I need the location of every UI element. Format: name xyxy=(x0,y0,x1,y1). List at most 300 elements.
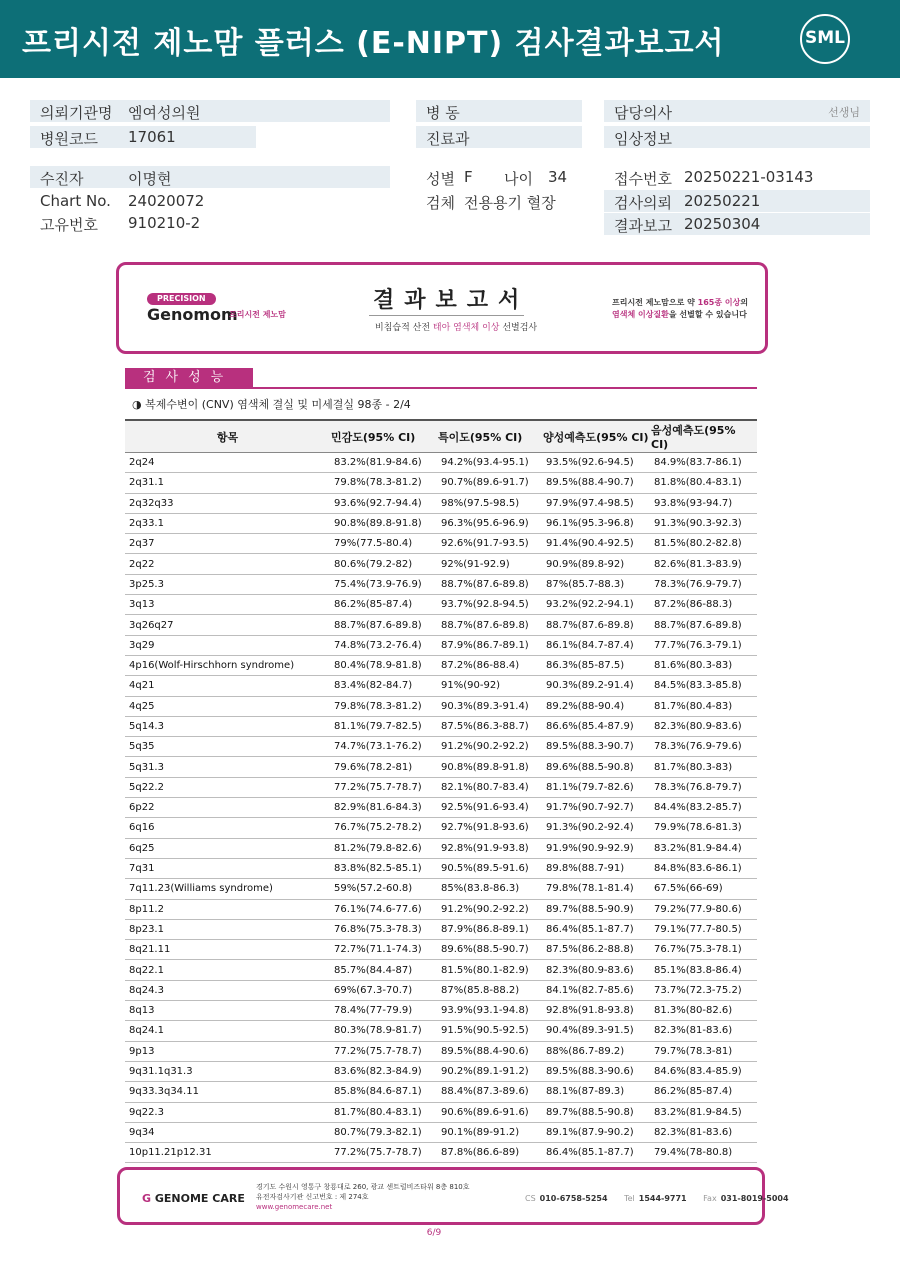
cs-label: CS xyxy=(525,1194,536,1203)
table-cell-value: 72.7%(71.1-74.3) xyxy=(330,940,437,960)
table-cell-value: 89.1%(87.9-90.2) xyxy=(542,1122,650,1142)
patient-label: 수진자 xyxy=(40,170,84,188)
table-cell-item: 9q33.3q34.11 xyxy=(125,1082,330,1102)
table-cell-value: 84.1%(82.7-85.6) xyxy=(542,980,650,1000)
age-value: 34 xyxy=(548,168,568,186)
table-cell-value: 77.2%(75.7-78.7) xyxy=(330,777,437,797)
table-cell-value: 88.7%(87.6-89.8) xyxy=(437,574,542,594)
table-cell-item: 8p11.2 xyxy=(125,899,330,919)
table-cell-value: 79.4%(78-80.8) xyxy=(650,1143,757,1163)
table-cell-value: 79.8%(78.3-81.2) xyxy=(330,473,437,493)
table-row xyxy=(125,473,757,493)
table-row xyxy=(125,595,757,615)
table-cell-item: 2q24 xyxy=(125,453,330,473)
table-cell-value: 80.3%(78.9-81.7) xyxy=(330,1021,437,1041)
table-cell-value: 93.5%(92.6-94.5) xyxy=(542,453,650,473)
table-cell-value: 91%(90-92) xyxy=(437,676,542,696)
table-cell-item: 8p23.1 xyxy=(125,919,330,939)
table-cell-value: 91.9%(90.9-92.9) xyxy=(542,838,650,858)
table-cell-value: 90.8%(89.8-91.8) xyxy=(437,757,542,777)
table-row xyxy=(125,1001,757,1021)
table-row xyxy=(125,858,757,878)
table-row xyxy=(125,757,757,777)
table-cell-value: 74.7%(73.1-76.2) xyxy=(330,737,437,757)
footer-address xyxy=(256,1182,470,1212)
chart-no-value: 24020072 xyxy=(128,192,205,210)
page-number: 6/9 xyxy=(426,1228,442,1238)
table-cell-value: 86.2%(85-87.4) xyxy=(330,595,437,615)
fax-value: 031-8019-5004 xyxy=(720,1194,789,1203)
table-cell-value: 89.6%(88.5-90.7) xyxy=(437,940,542,960)
table-row xyxy=(125,980,757,1000)
unique-no-label: 고유번호 xyxy=(40,216,98,234)
table-cell-item: 3q13 xyxy=(125,595,330,615)
receipt-no-field xyxy=(604,166,870,188)
table-cell-value: 88.1%(87-89.3) xyxy=(542,1082,650,1102)
table-cell-value: 87.5%(86.3-88.7) xyxy=(437,716,542,736)
table-row xyxy=(125,574,757,594)
table-cell-value: 91.7%(90.7-92.7) xyxy=(542,798,650,818)
request-date-field xyxy=(604,190,870,212)
table-cell-value: 67.5%(66-69) xyxy=(650,879,757,899)
table-cell-value: 83.6%(82.3-84.9) xyxy=(330,1061,437,1081)
specimen-label: 검체 xyxy=(426,194,455,212)
table-cell-item: 6q16 xyxy=(125,818,330,838)
table-cell-value: 85.1%(83.8-86.4) xyxy=(650,960,757,980)
table-cell-value: 77.2%(75.7-78.7) xyxy=(330,1041,437,1061)
table-cell-value: 92.7%(91.8-93.6) xyxy=(437,818,542,838)
table-cell-value: 93.8%(93-94.7) xyxy=(650,493,757,513)
table-cell-item: 2q22 xyxy=(125,554,330,574)
table-cell-value: 84.9%(83.7-86.1) xyxy=(650,453,757,473)
table-cell-value: 89.5%(88.3-90.7) xyxy=(542,737,650,757)
table-cell-value: 90.5%(89.5-91.6) xyxy=(437,858,542,878)
table-cell-item: 8q13 xyxy=(125,1001,330,1021)
brand-pill: PRECISION xyxy=(147,293,216,305)
table-cell-value: 88.4%(87.3-89.6) xyxy=(437,1082,542,1102)
table-cell-value: 73.7%(72.3-75.2) xyxy=(650,980,757,1000)
ward-label: 병 동 xyxy=(426,104,460,122)
table-cell-value: 79%(77.5-80.4) xyxy=(330,534,437,554)
table-cell-value: 81.1%(79.7-82.6) xyxy=(542,777,650,797)
table-cell-value: 91.2%(90.2-92.2) xyxy=(437,899,542,919)
table-cell-value: 91.4%(90.4-92.5) xyxy=(542,534,650,554)
table-cell-item: 9q34 xyxy=(125,1122,330,1142)
report-date-value: 20250304 xyxy=(684,215,761,233)
table-cell-value: 83.4%(82-84.7) xyxy=(330,676,437,696)
table-cell-value: 91.5%(90.5-92.5) xyxy=(437,1021,542,1041)
table-cell-value: 76.7%(75.3-78.1) xyxy=(650,940,757,960)
table-cell-value: 81.7%(80.4-83) xyxy=(650,696,757,716)
patient-value: 이명현 xyxy=(128,170,172,188)
performance-table xyxy=(125,419,757,1163)
table-cell-value: 78.3%(76.9-79.6) xyxy=(650,737,757,757)
receipt-no-value: 20250221-03143 xyxy=(684,168,814,186)
cs-value: 010-6758-5254 xyxy=(539,1194,608,1203)
table-cell-value: 86.4%(85.1-87.7) xyxy=(542,919,650,939)
table-cell-value: 90.2%(89.1-91.2) xyxy=(437,1061,542,1081)
panel-divider xyxy=(369,315,524,316)
footer-contacts xyxy=(525,1194,803,1203)
table-row xyxy=(125,1143,757,1163)
footer-url[interactable]: www.genomecare.net xyxy=(256,1203,333,1211)
table-cell-value: 81.3%(80-82.6) xyxy=(650,1001,757,1021)
table-cell-value: 86.3%(85-87.5) xyxy=(542,655,650,675)
table-cell-item: 9q22.3 xyxy=(125,1102,330,1122)
table-row xyxy=(125,1102,757,1122)
report-panel xyxy=(116,262,768,354)
doctor-suffix: 선생님 xyxy=(828,106,860,119)
table-cell-item: 3q26q27 xyxy=(125,615,330,635)
table-cell-value: 84.8%(83.6-86.1) xyxy=(650,858,757,878)
tel-value: 1544-9771 xyxy=(638,1194,687,1203)
table-cell-value: 87.8%(86.6-89) xyxy=(437,1143,542,1163)
table-cell-value: 88.7%(87.6-89.8) xyxy=(542,615,650,635)
table-cell-item: 9q31.1q31.3 xyxy=(125,1061,330,1081)
brand-name: Genomom xyxy=(147,305,238,324)
table-cell-item: 5q31.3 xyxy=(125,757,330,777)
panel-description xyxy=(612,297,748,321)
receipt-no-label: 접수번호 xyxy=(614,170,672,188)
desc1-post: 의 xyxy=(740,298,749,307)
table-cell-value: 89.5%(88.3-90.6) xyxy=(542,1061,650,1081)
table-cell-value: 85.8%(84.6-87.1) xyxy=(330,1082,437,1102)
desc1-highlight: 165종 이상 xyxy=(697,298,741,307)
table-cell-value: 79.8%(78.1-81.4) xyxy=(542,879,650,899)
desc1-pre: 프리시전 제노맘으로 약 xyxy=(612,298,698,307)
subtitle-post: 선별검사 xyxy=(499,323,538,333)
table-cell-item: 9p13 xyxy=(125,1041,330,1061)
table-cell-value: 83.2%(81.9-84.6) xyxy=(330,453,437,473)
table-header-cell: 특이도(95% CI) xyxy=(437,420,542,453)
table-cell-value: 82.6%(81.3-83.9) xyxy=(650,554,757,574)
sml-logo-text: SML xyxy=(805,28,845,48)
sex-value: F xyxy=(464,168,473,186)
table-cell-value: 77.2%(75.7-78.7) xyxy=(330,1143,437,1163)
table-cell-value: 81.7%(80.4-83.1) xyxy=(330,1102,437,1122)
brand-sub: 프리시전 제노맘 xyxy=(229,310,286,319)
unique-no-value: 910210-2 xyxy=(128,214,201,232)
table-row xyxy=(125,919,757,939)
doctor-label: 담당의사 xyxy=(614,104,672,122)
section-divider xyxy=(125,387,757,389)
table-body xyxy=(125,453,757,1163)
table-row xyxy=(125,453,757,473)
chart-no-label: Chart No. xyxy=(40,192,111,210)
table-cell-item: 4p16(Wolf-Hirschhorn syndrome) xyxy=(125,655,330,675)
report-date-field xyxy=(604,213,870,235)
desc2-post: 을 선별할 수 있습니다 xyxy=(668,310,747,319)
table-cell-value: 90.3%(89.3-91.4) xyxy=(437,696,542,716)
table-row xyxy=(125,838,757,858)
table-cell-value: 91.2%(90.2-92.2) xyxy=(437,737,542,757)
table-cell-value: 96.3%(95.6-96.9) xyxy=(437,513,542,533)
table-cell-value: 89.8%(88.7-91) xyxy=(542,858,650,878)
department-label: 진료과 xyxy=(426,130,470,148)
subtitle-highlight: 태아 염색체 이상 xyxy=(432,323,500,333)
table-cell-value: 81.5%(80.2-82.8) xyxy=(650,534,757,554)
table-cell-item: 4q25 xyxy=(125,696,330,716)
table-cell-value: 76.1%(74.6-77.6) xyxy=(330,899,437,919)
table-cell-value: 81.8%(80.4-83.1) xyxy=(650,473,757,493)
table-cell-item: 5q22.2 xyxy=(125,777,330,797)
table-row xyxy=(125,777,757,797)
table-cell-value: 89.5%(88.4-90.6) xyxy=(437,1041,542,1061)
table-row xyxy=(125,1061,757,1081)
table-cell-value: 79.7%(78.3-81) xyxy=(650,1041,757,1061)
table-cell-value: 81.1%(79.7-82.5) xyxy=(330,716,437,736)
table-header-cell: 양성예측도(95% CI) xyxy=(542,420,650,453)
table-cell-value: 79.9%(78.6-81.3) xyxy=(650,818,757,838)
table-cell-value: 94.2%(93.4-95.1) xyxy=(437,453,542,473)
table-cell-value: 91.3%(90.3-92.3) xyxy=(650,513,757,533)
genome-care-logo-text: GENOME CARE xyxy=(154,1192,245,1205)
table-cell-value: 91.3%(90.2-92.4) xyxy=(542,818,650,838)
table-cell-value: 89.2%(88-90.4) xyxy=(542,696,650,716)
table-cell-value: 87%(85.7-88.3) xyxy=(542,574,650,594)
table-cell-value: 90.9%(89.8-92) xyxy=(542,554,650,574)
table-cell-value: 92%(91-92.9) xyxy=(437,554,542,574)
table-cell-item: 3q29 xyxy=(125,635,330,655)
table-cell-value: 81.6%(80.3-83) xyxy=(650,655,757,675)
table-cell-value: 79.8%(78.3-81.2) xyxy=(330,696,437,716)
table-cell-value: 86.4%(85.1-87.7) xyxy=(542,1143,650,1163)
table-cell-value: 90.7%(89.6-91.7) xyxy=(437,473,542,493)
table-cell-value: 88%(86.7-89.2) xyxy=(542,1041,650,1061)
table-cell-value: 74.8%(73.2-76.4) xyxy=(330,635,437,655)
table-row xyxy=(125,696,757,716)
table-cell-value: 87%(85.8-88.2) xyxy=(437,980,542,1000)
table-cell-value: 84.6%(83.4-85.9) xyxy=(650,1061,757,1081)
table-row xyxy=(125,1082,757,1102)
table-cell-item: 8q21.11 xyxy=(125,940,330,960)
table-row xyxy=(125,879,757,899)
institution-field xyxy=(30,100,390,122)
table-cell-value: 93.6%(92.7-94.4) xyxy=(330,493,437,513)
report-date-label: 결과보고 xyxy=(614,217,672,235)
table-row xyxy=(125,554,757,574)
table-cell-value: 87.9%(86.7-89.1) xyxy=(437,635,542,655)
table-cell-item: 7q11.23(Williams syndrome) xyxy=(125,879,330,899)
table-row xyxy=(125,798,757,818)
table-cell-value: 90.3%(89.2-91.4) xyxy=(542,676,650,696)
table-cell-value: 81.2%(79.8-82.6) xyxy=(330,838,437,858)
table-cell-value: 83.2%(81.9-84.5) xyxy=(650,1102,757,1122)
section-tab: 검사성능 xyxy=(125,368,253,388)
table-cell-item: 8q24.1 xyxy=(125,1021,330,1041)
table-cell-value: 90.4%(89.3-91.5) xyxy=(542,1021,650,1041)
sex-age-field xyxy=(416,166,586,188)
table-cell-value: 82.3%(81-83.6) xyxy=(650,1122,757,1142)
table-cell-value: 80.4%(78.9-81.8) xyxy=(330,655,437,675)
table-cell-value: 82.1%(80.7-83.4) xyxy=(437,777,542,797)
table-row xyxy=(125,534,757,554)
table-cell-value: 84.5%(83.3-85.8) xyxy=(650,676,757,696)
table-cell-value: 80.6%(79.2-82) xyxy=(330,554,437,574)
specimen-field xyxy=(416,190,586,212)
table-cell-item: 10p11.21p12.31 xyxy=(125,1143,330,1163)
table-cell-value: 90.8%(89.8-91.8) xyxy=(330,513,437,533)
table-row xyxy=(125,737,757,757)
table-row xyxy=(125,1041,757,1061)
table-cell-item: 3p25.3 xyxy=(125,574,330,594)
table-cell-item: 2q31.1 xyxy=(125,473,330,493)
hospital-code-field xyxy=(30,126,256,148)
table-row xyxy=(125,960,757,980)
table-cell-value: 83.8%(82.5-85.1) xyxy=(330,858,437,878)
table-cell-value: 84.4%(83.2-85.7) xyxy=(650,798,757,818)
table-cell-item: 4q21 xyxy=(125,676,330,696)
chart-no-field xyxy=(30,190,390,212)
table-cell-value: 92.8%(91.9-93.8) xyxy=(437,838,542,858)
table-cell-value: 98%(97.5-98.5) xyxy=(437,493,542,513)
report-title: 프리시전 제노맘 플러스 (E-NIPT) 검사결과보고서 xyxy=(22,26,725,61)
table-row xyxy=(125,1122,757,1142)
table-row xyxy=(125,716,757,736)
table-cell-value: 93.2%(92.2-94.1) xyxy=(542,595,650,615)
table-cell-item: 2q33.1 xyxy=(125,513,330,533)
table-cell-value: 97.9%(97.4-98.5) xyxy=(542,493,650,513)
table-row xyxy=(125,513,757,533)
table-cell-item: 7q31 xyxy=(125,858,330,878)
table-cell-item: 5q14.3 xyxy=(125,716,330,736)
address-line1: 경기도 수원시 영통구 창룡대로 260, 광교 센트럴비즈타워 8층 810호 xyxy=(256,1183,470,1191)
table-cell-value: 80.7%(79.3-82.1) xyxy=(330,1122,437,1142)
table-cell-item: 6p22 xyxy=(125,798,330,818)
table-cell-value: 85.7%(84.4-87) xyxy=(330,960,437,980)
section-subheading: ◑ 복제수변이 (CNV) 염색체 결실 및 미세결실 98종 - 2/4 xyxy=(132,398,411,411)
department-field xyxy=(416,126,582,148)
table-cell-value: 77.7%(76.3-79.1) xyxy=(650,635,757,655)
table-cell-item: 5q35 xyxy=(125,737,330,757)
panel-title: 결과보고서 xyxy=(373,288,530,313)
table-row xyxy=(125,940,757,960)
table-header-row xyxy=(125,420,757,453)
table-cell-value: 79.1%(77.7-80.5) xyxy=(650,919,757,939)
table-cell-value: 88.7%(87.6-89.8) xyxy=(437,615,542,635)
table-row xyxy=(125,493,757,513)
table-cell-value: 92.5%(91.6-93.4) xyxy=(437,798,542,818)
table-cell-value: 75.4%(73.9-76.9) xyxy=(330,574,437,594)
request-date-label: 검사의뢰 xyxy=(614,194,672,212)
table-cell-value: 85%(83.8-86.3) xyxy=(437,879,542,899)
table-cell-value: 86.1%(84.7-87.4) xyxy=(542,635,650,655)
clinical-info-label: 임상정보 xyxy=(614,130,672,148)
table-cell-value: 87.2%(86-88.3) xyxy=(650,595,757,615)
table-cell-value: 76.7%(75.2-78.2) xyxy=(330,818,437,838)
clinical-info-field xyxy=(604,126,870,148)
table-cell-value: 82.3%(80.9-83.6) xyxy=(542,960,650,980)
specimen-value: 전용용기 혈장 xyxy=(464,194,556,212)
table-cell-value: 83.2%(81.9-84.4) xyxy=(650,838,757,858)
table-cell-value: 88.7%(87.6-89.8) xyxy=(330,615,437,635)
fax-label: Fax xyxy=(703,1194,717,1203)
table-cell-value: 92.6%(91.7-93.5) xyxy=(437,534,542,554)
table-cell-value: 79.2%(77.9-80.6) xyxy=(650,899,757,919)
table-cell-value: 89.6%(88.5-90.8) xyxy=(542,757,650,777)
institution-label: 의뢰기관명 xyxy=(40,104,113,122)
table-cell-value: 78.3%(76.8-79.7) xyxy=(650,777,757,797)
table-row xyxy=(125,818,757,838)
table-cell-value: 82.9%(81.6-84.3) xyxy=(330,798,437,818)
table-cell-value: 90.1%(89-91.2) xyxy=(437,1122,542,1142)
panel-desc-line2 xyxy=(612,309,748,321)
table-cell-value: 81.7%(80.3-83) xyxy=(650,757,757,777)
genome-care-logo-icon: G xyxy=(142,1192,152,1205)
table-cell-item: 2q32q33 xyxy=(125,493,330,513)
institution-value: 엠여성의원 xyxy=(128,104,201,122)
table-cell-value: 59%(57.2-60.8) xyxy=(330,879,437,899)
table-row xyxy=(125,899,757,919)
table-row xyxy=(125,655,757,675)
tel-label: Tel xyxy=(624,1194,635,1203)
table-cell-value: 88.7%(87.6-89.8) xyxy=(650,615,757,635)
panel-subtitle xyxy=(375,320,537,333)
desc2-highlight: 염색체 이상질환 xyxy=(612,310,669,319)
table-cell-value: 69%(67.3-70.7) xyxy=(330,980,437,1000)
table-cell-value: 89.5%(88.4-90.7) xyxy=(542,473,650,493)
table-cell-value: 96.1%(95.3-96.8) xyxy=(542,513,650,533)
hospital-code-value: 17061 xyxy=(128,128,176,146)
hospital-code-label: 병원코드 xyxy=(40,130,98,148)
table-cell-value: 78.4%(77-79.9) xyxy=(330,1001,437,1021)
table-cell-value: 87.9%(86.8-89.1) xyxy=(437,919,542,939)
table-cell-value: 90.6%(89.6-91.6) xyxy=(437,1102,542,1122)
table-header-cell: 항목 xyxy=(125,420,330,453)
sml-logo xyxy=(800,14,850,64)
table-row xyxy=(125,1021,757,1041)
age-label: 나이 xyxy=(504,170,533,188)
table-cell-value: 89.7%(88.5-90.8) xyxy=(542,1102,650,1122)
table-cell-value: 82.3%(81-83.6) xyxy=(650,1021,757,1041)
table-header-cell: 음성예측도(95% CI) xyxy=(650,420,757,453)
table-cell-value: 76.8%(75.3-78.3) xyxy=(330,919,437,939)
table-cell-value: 89.7%(88.5-90.9) xyxy=(542,899,650,919)
patient-field xyxy=(30,166,390,188)
request-date-value: 20250221 xyxy=(684,192,761,210)
subtitle-pre: 비침습적 산전 xyxy=(375,323,433,333)
unique-no-field xyxy=(30,212,390,234)
table-cell-value: 87.5%(86.2-88.8) xyxy=(542,940,650,960)
report-header xyxy=(0,0,900,78)
doctor-field xyxy=(604,100,870,122)
table-cell-item: 8q24.3 xyxy=(125,980,330,1000)
table-cell-value: 81.5%(80.1-82.9) xyxy=(437,960,542,980)
table-cell-value: 87.2%(86-88.4) xyxy=(437,655,542,675)
table-cell-item: 8q22.1 xyxy=(125,960,330,980)
table-cell-value: 78.3%(76.9-79.7) xyxy=(650,574,757,594)
table-cell-item: 2q37 xyxy=(125,534,330,554)
table-cell-value: 86.2%(85-87.4) xyxy=(650,1082,757,1102)
table-row xyxy=(125,635,757,655)
ward-field xyxy=(416,100,582,122)
table-cell-value: 93.7%(92.8-94.5) xyxy=(437,595,542,615)
table-cell-value: 86.6%(85.4-87.9) xyxy=(542,716,650,736)
address-line2: 유전자검사기관 신고번호 : 제 274호 xyxy=(256,1193,369,1201)
table-header-cell: 민감도(95% CI) xyxy=(330,420,437,453)
table-cell-value: 82.3%(80.9-83.6) xyxy=(650,716,757,736)
table-cell-value: 92.8%(91.8-93.8) xyxy=(542,1001,650,1021)
table-row xyxy=(125,676,757,696)
sex-label: 성별 xyxy=(426,170,455,188)
table-cell-value: 79.6%(78.2-81) xyxy=(330,757,437,777)
table-cell-value: 93.9%(93.1-94.8) xyxy=(437,1001,542,1021)
panel-desc-line1 xyxy=(612,297,748,309)
footer xyxy=(117,1167,789,1225)
genome-care-logo xyxy=(142,1192,245,1205)
table-cell-item: 6q25 xyxy=(125,838,330,858)
table-row xyxy=(125,615,757,635)
